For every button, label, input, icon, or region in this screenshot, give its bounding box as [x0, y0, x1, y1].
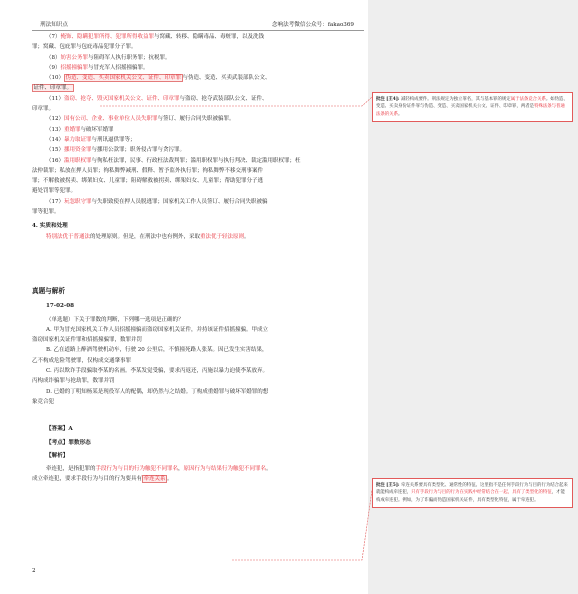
- text-run: 罪等犯罪。: [32, 209, 60, 216]
- option-line: 象竞合犯: [32, 398, 55, 405]
- text-run: （16）: [46, 157, 64, 164]
- option-line: B. 乙在道路上醉酒驾驶机动车，行驶 20 公里后，不慎撞死路人张某。因已发生实害结果，: [46, 347, 268, 354]
- list-line: [32, 53, 362, 63]
- highlight-text: 暴力取证罪: [64, 136, 92, 143]
- text-run: 与窝藏、转移、隐瞒毒品、毒赃罪，以及洗钱: [154, 34, 265, 40]
- highlight-text: 盗窃、抢夺、毁灭国家机关公文、证件、印章罪: [64, 95, 180, 102]
- text-run: 罪；不解救被拐卖、绑架妇女、儿童罪；阻碍解救被拐卖、绑架妇女、儿童罪；帮助犯罪分子逃: [32, 178, 264, 185]
- question-code: 17-02-08: [46, 303, 74, 310]
- highlight-text: 掩饰、隐瞒犯罪所得、犯罪所得收益罪: [60, 34, 155, 40]
- highlight-text: 牵连关系: [143, 476, 166, 483]
- text-run: 与阻碍军人执行职务罪；抗税罪。: [88, 54, 171, 61]
- text-run: 避处罚罪等犯罪。: [32, 188, 77, 195]
- question-options: [32, 325, 362, 407]
- text-run: 。: [266, 466, 272, 473]
- option-line: C. 丙以欺诈手段骗取李某的名画。李某发觉受骗，要求丙返还，丙施以暴力迫使李某放弃。: [46, 368, 269, 375]
- text-run: 证件、印章罪。: [33, 85, 73, 92]
- text-run: 与签订、履行合同失职被骗罪。: [157, 116, 235, 123]
- highlight-text: 玩忽职守罪: [64, 198, 92, 205]
- option-line: A. 甲为冒充国家机关工作人员招摇撞骗而盗窃国家机关证件，并持该证件招摇撞骗。甲成立: [46, 326, 268, 333]
- text-run: （8）: [46, 54, 61, 61]
- answer-label: 【答案】A: [46, 426, 73, 433]
- text-run: 与盗窃、抢夺武装部队公文、证件、: [179, 95, 268, 102]
- section-4-text: [32, 232, 362, 242]
- text-run: 与刑讯逼供罪等；: [91, 136, 136, 143]
- text-run: 与挪用公款罪；职务侵占罪与贪污罪。: [91, 147, 186, 154]
- section-4-title: 4. 实质和处理: [32, 223, 68, 230]
- header-right: 念响法考微信公众号：fakao369: [271, 22, 354, 28]
- comment-label: 批注 [王4]:: [376, 97, 400, 102]
- text-run: ，才能构成牵连犯。例如，为了诈骗而伪造国家机关证件，具有类型化特征，属于牵连犯。: [376, 490, 565, 503]
- text-run: 减轻构成要件。刑法规定为独立罪名，其与基本罪的规定: [399, 97, 511, 102]
- header-left: 刑法知识点: [40, 22, 68, 28]
- text-run: （17）: [46, 198, 64, 205]
- text-run: 罪；窝藏、包庇罪与包庇毒品犯罪分子罪。: [32, 44, 137, 51]
- highlight-text: 滥用职权罪: [64, 157, 92, 164]
- list-line: [32, 207, 362, 217]
- highlight-text: 挪用资金罪: [64, 147, 92, 154]
- highlight-text: 特殊法条与普通法条的关系: [376, 104, 565, 117]
- list-line: [32, 73, 362, 83]
- text-run: （9）: [46, 64, 61, 71]
- list-line: [32, 32, 362, 42]
- analysis-text: [32, 464, 362, 485]
- list-line: [32, 145, 362, 155]
- text-run: 牵连关系要具有类型化、通常性的特征。这里指不是任何手段行为与目的行为结合起来就能构成牵连犯，: [376, 483, 568, 496]
- zhenti-title: 真题与解析: [32, 286, 65, 295]
- text-run: （7）: [46, 34, 61, 40]
- page-number: 2: [32, 568, 36, 574]
- text-run: 法仲裁罪；私放在押人员罪；徇私舞弊减刑、假释、暂予监外执行罪；徇私舞弊不移交刑事案件: [32, 167, 264, 174]
- kaodian-label: 【考点】罪数形态: [46, 439, 91, 446]
- list-line: [32, 83, 362, 93]
- text-run: 。: [167, 476, 173, 483]
- text-run: （14）: [46, 136, 64, 143]
- highlight-text: 属于法条竞合关系: [510, 97, 546, 102]
- list-line: [32, 94, 362, 104]
- text-run: 成立牵连犯，要求手段行为与目的行为要具有: [32, 476, 143, 483]
- text-run: 与徇私枉法罪，民事、行政枉法裁判罪；滥用职权罪与执行判决、裁定滥用职权罪；枉: [91, 157, 301, 164]
- option-line: D. 已婚的丁明知杨某是现役军人的配偶，却仍然与之结婚。丁构成重婚罪与破坏军婚罪的想: [46, 388, 269, 395]
- comment-box[interactable]: [372, 92, 573, 122]
- list-line: [32, 135, 362, 145]
- text-run: 。: [244, 233, 250, 240]
- highlight-text: 重法优于轻法原则: [200, 233, 245, 240]
- highlight-text: 手段行为与目的行为触犯不同罪名: [95, 466, 179, 473]
- option-line: 丙构成诈骗罪与抢劫罪，数罪并罚: [32, 378, 115, 385]
- analysis-line: [32, 474, 362, 484]
- text-run: 与冒充军人招摇撞骗罪。: [88, 64, 149, 71]
- list-line: [32, 63, 362, 73]
- list-line: [32, 42, 362, 52]
- option-line: 盗窃国家机关证件罪和招摇撞骗罪，数罪并罚: [32, 337, 143, 344]
- text-run: （13）: [46, 126, 64, 133]
- text-run: 。: [397, 111, 403, 117]
- text-run: （15）: [46, 147, 64, 154]
- list-line: [32, 125, 362, 135]
- jiexi-label: 【解析】: [46, 452, 69, 459]
- text-run: 印章罪。: [32, 106, 55, 113]
- highlight-text: 国有公司、企业、事业单位人员失职罪: [64, 116, 158, 123]
- list-line: [32, 114, 362, 124]
- highlight-text: 重婚罪: [64, 126, 81, 133]
- highlight-text: 原因行为与结果行为触犯不同罪名: [183, 466, 267, 473]
- text-run: 牵连犯，是指犯罪的: [46, 466, 96, 473]
- text-run: 与破坏军婚罪: [80, 126, 114, 133]
- header-rule: [32, 30, 364, 31]
- text-run: ，: [178, 466, 184, 473]
- text-run: （11）: [46, 95, 64, 102]
- text-run: （10）: [46, 75, 64, 82]
- list-line: [32, 104, 362, 114]
- text-run: 与伪造、变造、买卖武装部队公文、: [182, 75, 271, 82]
- highlight-text: 招摇撞骗罪: [60, 64, 89, 71]
- option-line: 乙不构成危险驾驶罪，仅构成交通肇事罪: [32, 357, 132, 364]
- analysis-line: [32, 464, 362, 474]
- text-run: 的处理原则。但是，在刑法中也有例外，采取: [90, 233, 201, 240]
- list-line: [32, 156, 362, 166]
- highlight-text: 只有手段行为与目的行为在实践中经常结合在一起，具有了类型化的特征: [411, 490, 552, 496]
- highlight-text: 特别法优于普通法: [46, 233, 91, 240]
- text-run: 与失职致使在押人员脱逃罪；国家机关工作人员签订、履行合同失职被骗: [91, 198, 268, 205]
- highlight-text: 伪造、变造、买卖国家机关公文、证件、印章罪: [65, 75, 182, 82]
- list-line: [32, 176, 362, 186]
- comment-label: 批注 [王5]:: [376, 483, 400, 488]
- text-run: 。如伪造、变造、买卖身份证件罪与伪造、变造、买卖国家机关公文、证件、印章罪，两者是: [376, 97, 568, 110]
- crime-list: [32, 32, 362, 217]
- list-line: [32, 186, 362, 196]
- document-body: [32, 32, 362, 485]
- list-line: [32, 197, 362, 207]
- highlight-text: 妨害公务罪: [60, 54, 89, 61]
- list-line: [32, 166, 362, 176]
- comment-box[interactable]: [372, 478, 573, 508]
- text-run: （12）: [46, 116, 64, 123]
- question-text: （单选题）下关于罪数的判断，下列哪一选项是正确的？: [46, 316, 184, 323]
